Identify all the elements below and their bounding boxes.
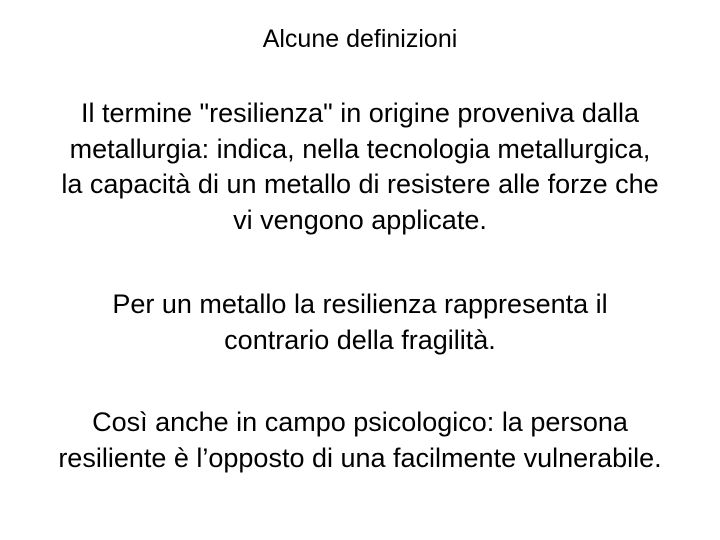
text-line: vi vengono applicate. (233, 204, 487, 235)
text-line: la capacità di un metallo di resistere alle forze che (61, 169, 659, 199)
slide-title: Alcune definizioni (262, 25, 458, 53)
text-line: contrario della fragilità. (224, 324, 496, 355)
paragraph-fragility-contrast (0, 287, 720, 358)
paragraph-psychological-resilience (0, 405, 720, 476)
text-line: Così anche in campo psicologico: la persona (92, 407, 628, 437)
text-line: Per un metallo la resilienza rappresenta il (112, 289, 608, 319)
text-line: metallurgia: indica, nella tecnologia metallurgica, (69, 133, 651, 164)
text-line: Il termine "resilienza" in origine proveniva dalla (81, 98, 639, 128)
paragraph-resilience-origin (0, 96, 720, 238)
text-line: resiliente è l’opposto di una facilmente vulnerabile. (58, 442, 662, 473)
